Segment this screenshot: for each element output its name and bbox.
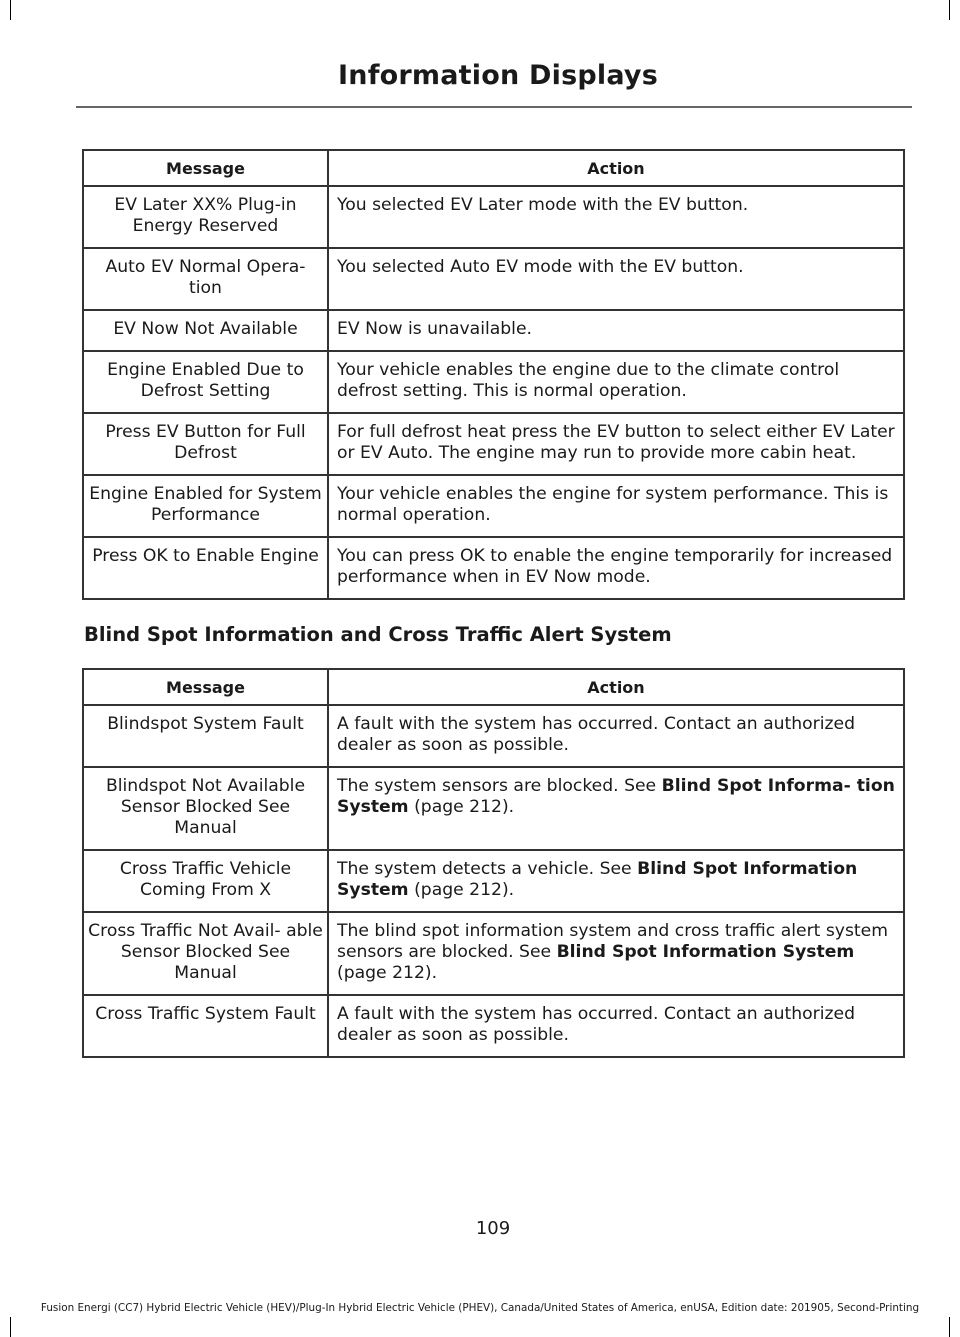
- table-row: [83, 475, 904, 537]
- message-cell: Blindspot System Fault: [83, 705, 328, 767]
- cross-reference-link[interactable]: Blind Spot Information System: [337, 859, 858, 900]
- message-cell: Press OK to Enable Engine: [83, 537, 328, 599]
- action-text: The system detects a vehicle. See: [337, 859, 638, 879]
- cross-reference-link[interactable]: Blind Spot Informa- tion System: [337, 776, 895, 817]
- action-cell: You can press OK to enable the engine temporarily for increased performance when in EV Now mode.: [328, 537, 904, 599]
- title-rule: [76, 106, 912, 108]
- action-cell: You selected EV Later mode with the EV button.: [328, 186, 904, 248]
- table-row: [83, 413, 904, 475]
- message-column-header: Message: [83, 669, 328, 705]
- message-cell: Engine Enabled for System Performance: [83, 475, 328, 537]
- action-cell: A fault with the system has occurred. Contact an authorized dealer as soon as possible.: [328, 705, 904, 767]
- table-header-row: [83, 150, 904, 186]
- crop-mark-top-left: [10, 0, 11, 20]
- crop-mark-top-right: [949, 0, 950, 20]
- table-row: [83, 912, 904, 995]
- table-row: [83, 705, 904, 767]
- action-column-header: Action: [328, 150, 904, 186]
- action-cell: [328, 850, 904, 912]
- cross-reference-link[interactable]: Blind Spot Information System: [556, 942, 855, 962]
- crop-mark-bottom-right: [949, 1317, 950, 1337]
- action-text: The system sensors are blocked. See: [337, 776, 662, 796]
- blind-spot-messages-table: [82, 668, 905, 1058]
- message-cell: Cross Traffic Not Avail- able Sensor Blocked See Manual: [83, 912, 328, 995]
- message-cell: EV Later XX% Plug-in Energy Reserved: [83, 186, 328, 248]
- action-cell: Your vehicle enables the engine for system performance. This is normal operation.: [328, 475, 904, 537]
- action-cell: EV Now is unavailable.: [328, 310, 904, 351]
- message-cell: Cross Traffic System Fault: [83, 995, 328, 1057]
- table-row: [83, 248, 904, 310]
- footer-edition-text: Fusion Energi (CC7) Hybrid Electric Vehicle (HEV)/Plug-In Hybrid Electric Vehicle (PHEV), Canada/United States of America, enUSA, Edition date: 201905, Second-Printing: [40, 1302, 920, 1314]
- message-cell: Engine Enabled Due to Defrost Setting: [83, 351, 328, 413]
- action-cell: Your vehicle enables the engine due to the climate control defrost setting. This is normal operation.: [328, 351, 904, 413]
- table-header-row: [83, 669, 904, 705]
- message-column-header: Message: [83, 150, 328, 186]
- action-cell: [328, 912, 904, 995]
- action-cell: A fault with the system has occurred. Contact an authorized dealer as soon as possible.: [328, 995, 904, 1057]
- section-heading: Blind Spot Information and Cross Traffic Alert System: [84, 623, 672, 646]
- action-cell: You selected Auto EV mode with the EV button.: [328, 248, 904, 310]
- message-cell: EV Now Not Available: [83, 310, 328, 351]
- table-row: [83, 537, 904, 599]
- ev-messages-table: [82, 149, 905, 600]
- action-cell: For full defrost heat press the EV button to select either EV Later or EV Auto. The engine may run to provide more cabin heat.: [328, 413, 904, 475]
- table-row: [83, 310, 904, 351]
- table-row: [83, 995, 904, 1057]
- page-reference: (page 212).: [408, 880, 515, 900]
- action-text: The blind spot information system and cross traffic alert system sensors are blocked. See: [337, 921, 888, 962]
- page-number: 109: [475, 1218, 511, 1239]
- page-reference: (page 212).: [408, 797, 515, 817]
- message-cell: Cross Traffic Vehicle Coming From X: [83, 850, 328, 912]
- table-row: [83, 850, 904, 912]
- message-cell: Blindspot Not Available Sensor Blocked See Manual: [83, 767, 328, 850]
- crop-mark-bottom-left: [10, 1317, 11, 1337]
- action-column-header: Action: [328, 669, 904, 705]
- table-row: [83, 186, 904, 248]
- action-cell: [328, 767, 904, 850]
- message-cell: Auto EV Normal Opera- tion: [83, 248, 328, 310]
- table-row: [83, 351, 904, 413]
- message-cell: Press EV Button for Full Defrost: [83, 413, 328, 475]
- page-title: Information Displays: [338, 60, 658, 91]
- table-row: [83, 767, 904, 850]
- page-reference: (page 212).: [337, 963, 438, 983]
